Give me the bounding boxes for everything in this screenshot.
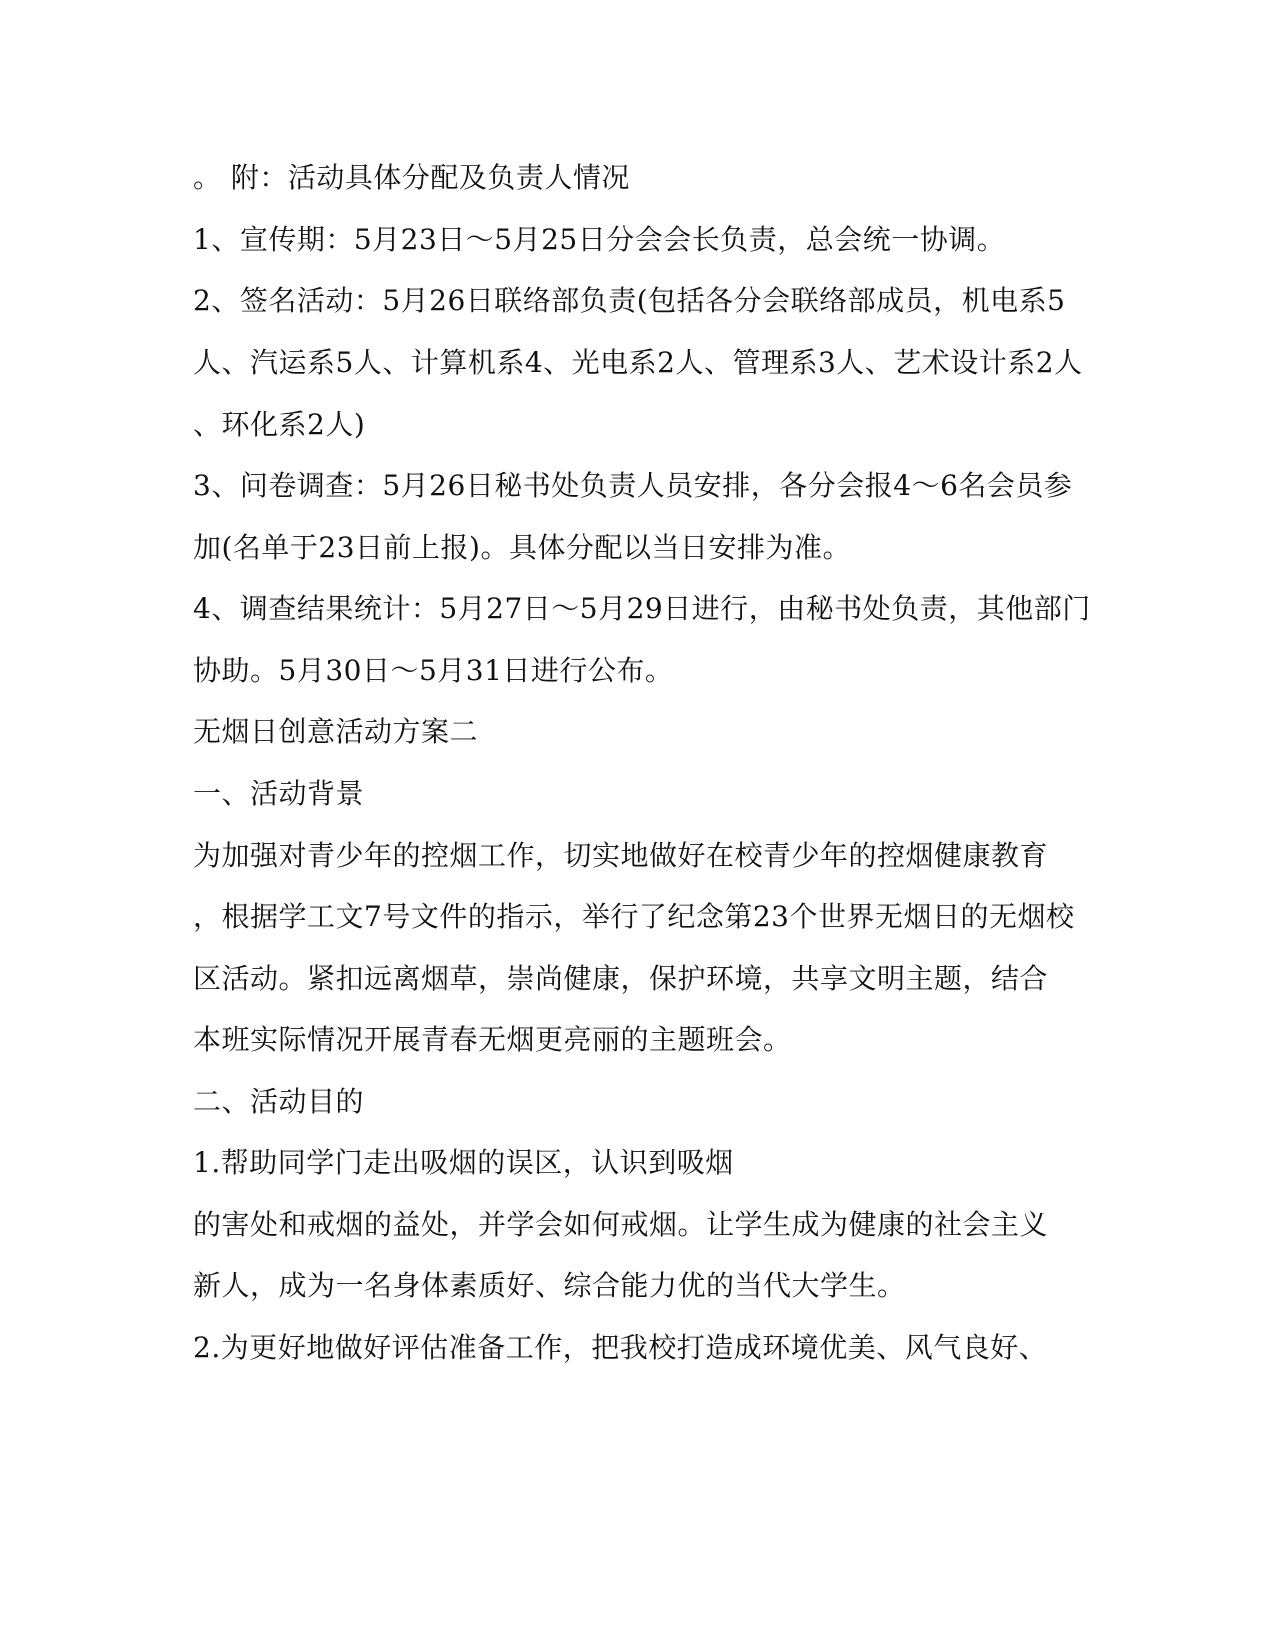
text-line-background-3: 区活动。紧扣远离烟草，崇尚健康，保护环境，共享文明主题，结合	[193, 962, 1049, 995]
text-line-signature-3: 、环化系2人)	[193, 408, 366, 441]
text-line-background-4: 本班实际情况开展青春无烟更亮丽的主题班会。	[193, 1023, 792, 1056]
text-line-annex-heading: 。 附：活动具体分配及负责人情况	[193, 161, 630, 194]
heading-purpose: 二、活动目的	[193, 1085, 365, 1118]
text-line-statistics-1: 4、调查结果统计：5月27日～5月29日进行，由秘书处负责，其他部门	[193, 592, 1091, 625]
text-line-background-2: ，根据学工文7号文件的指示，举行了纪念第23个世界无烟日的无烟校	[193, 900, 1075, 933]
text-line-publicity: 1、宣传期：5月23日～5月25日分会会长负责，总会统一协调。	[193, 223, 1006, 256]
text-line-statistics-2: 协助。5月30日～5月31日进行公布。	[193, 654, 674, 687]
section-title-plan-two: 无烟日创意活动方案二	[193, 715, 479, 748]
text-line-purpose-1: 1.帮助同学门走出吸烟的误区，认识到吸烟	[193, 1146, 734, 1179]
heading-background: 一、活动背景	[193, 777, 365, 810]
text-line-survey-1: 3、问卷调查：5月26日秘书处负责人员安排，各分会报4～6名会员参	[193, 469, 1073, 502]
text-line-survey-2: 加(名单于23日前上报)。具体分配以当日安排为准。	[193, 531, 851, 564]
text-line-purpose-2: 的害处和戒烟的益处，并学会如何戒烟。让学生成为健康的社会主义	[193, 1208, 1049, 1241]
text-line-background-1: 为加强对青少年的控烟工作，切实地做好在校青少年的控烟健康教育	[193, 839, 1049, 872]
text-line-purpose-3: 新人，成为一名身体素质好、综合能力优的当代大学生。	[193, 1269, 906, 1302]
text-line-signature-2: 人、汽运系5人、计算机系4、光电系2人、管理系3人、艺术设计系2人	[193, 346, 1083, 379]
text-line-signature-1: 2、签名活动：5月26日联络部负责(包括各分会联络部成员，机电系5	[193, 284, 1066, 317]
text-line-purpose-4: 2.为更好地做好评估准备工作，把我校打造成环境优美、风气良好、	[193, 1331, 1048, 1364]
